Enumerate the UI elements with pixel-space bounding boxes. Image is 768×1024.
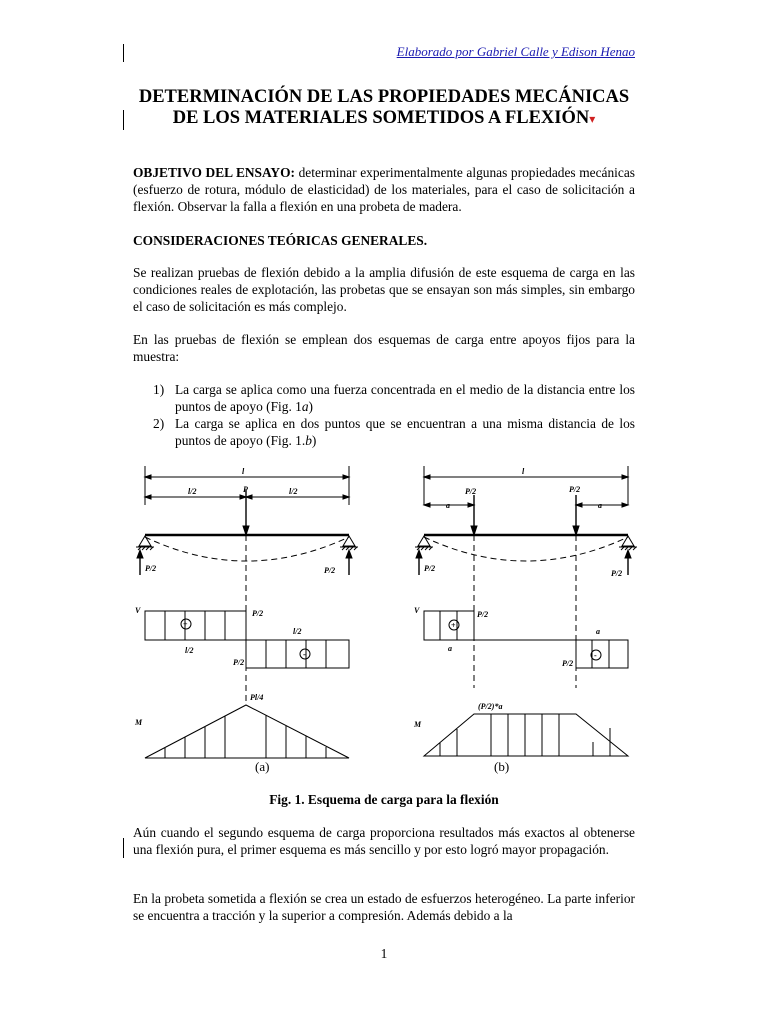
list-item-number: 1) [153,382,165,397]
fig-a-label: (a) [255,759,270,774]
minus-icon: - [303,650,306,659]
list-item-text: La carga se aplica como una fuerza concentrada en el medio de la distancia entre los puntos de apoyo (Fig. 1 [175,382,635,414]
fig-b-span-label: l [522,467,525,476]
objective-text: determinar experimentalmente algunas propiedades mecánicas (esfuerzo de rotura, módulo de elasticidad) de los materiales, para el caso de solicitación a flexión. Observar la falla a flexión en una probeta de madera. [133,165,635,214]
fig-b-moment-max: (P/2)*a [478,702,503,711]
list-item-ref: a [301,399,309,414]
fig-a-half-span-label: l/2 [188,487,197,496]
fig-b-shear-length: a [448,644,452,653]
fig-a-shear-value: P/2 [252,609,264,618]
load-schemes-list [153,381,635,449]
fig-b-shear-axis: V [414,606,420,615]
fig-b-distance-label: a [598,501,602,510]
list-item [153,415,635,449]
plus-icon: + [183,620,188,629]
objective-label: OBJETIVO DEL ENSAYO: [133,165,295,180]
list-item-end: ) [311,433,317,448]
list-item-ref: b [305,433,312,448]
objective-paragraph [133,164,635,215]
figure-1 [0,460,768,765]
list-item-text: La carga se aplica en dos puntos que se encuentran a una misma distancia de los puntos de apoyo (Fig. 1. [175,416,635,448]
list-item [153,381,635,415]
section-heading: CONSIDERACIONES TEÓRICAS GENERALES. [133,233,428,248]
fig-b-load-label: P/2 [465,487,477,496]
list-item-number: 2) [153,416,165,431]
paragraph-2: En las pruebas de flexión se emplean dos esquemas de carga entre apoyos fijos para la muestra: [133,332,635,364]
paragraph-4: En la probeta sometida a flexión se crea un estado de esfuerzos heterogéneo. La parte inferior se encuentra a tracción y la superior a compresión. Además debido a la [133,891,635,923]
revision-bar [123,110,124,130]
fig-b-label: (b) [494,759,510,774]
paragraph-1: Se realizan pruebas de flexión debido a la amplia difusión de este esquema de carga en las condiciones reales de explotación, las probetas que se ensayan son más simples, sin embargo el caso de solicitación es más complejo. [133,265,635,314]
fig-b-shear-value: P/2 [477,610,489,619]
revision-bar [123,838,124,858]
fig-a-span-label: l [242,467,245,476]
fig-a-load-label: P [243,485,248,494]
minus-icon: - [594,651,597,660]
fig-b-distance-label: a [446,501,450,510]
fig-b-shear-value: P/2 [562,659,574,668]
fig-a-half-span-label: l/2 [289,487,298,496]
fig-a-shear-value: P/2 [233,658,245,667]
paragraph-3: Aún cuando el segundo esquema de carga proporciona resultados más exactos al obtenerse una flexión pura, el primer esquema es más sencillo y por esto logró mayor propagación. [133,825,635,857]
fig-a-shear-length: l/2 [185,646,194,655]
title-line-1: DETERMINACIÓN DE LAS PROPIEDADES MECÁNICAS [138,87,630,107]
page-number: 1 [380,946,388,961]
fig-a-shear-length: l/2 [293,627,302,636]
fig-a-reaction-label: P/2 [324,566,336,575]
revision-mark-icon: ▾ [589,112,596,126]
title-line-2: DE LOS MATERIALES SOMETIDOS A FLEXIÓN [172,108,590,128]
list-item-end: ) [308,399,314,414]
fig-b-moment-axis: M [414,720,422,729]
fig-a-moment-max: Pl/4 [250,693,264,702]
fig-a-moment-axis: M [135,718,143,727]
revision-bar [123,44,124,62]
fig-b-reaction-label: P/2 [611,569,623,578]
fig-b-shear-length: a [596,627,600,636]
page-header: Elaborado por Gabriel Calle y Edison Henao [396,44,635,59]
fig-a-shear-axis: V [135,606,141,615]
figure-caption: Fig. 1. Esquema de carga para la flexión [269,792,499,807]
fig-a-reaction-label: P/2 [145,564,157,573]
document-title [133,87,635,130]
plus-icon: + [451,621,456,630]
fig-b-reaction-label: P/2 [424,564,436,573]
fig-b-load-label: P/2 [569,485,581,494]
